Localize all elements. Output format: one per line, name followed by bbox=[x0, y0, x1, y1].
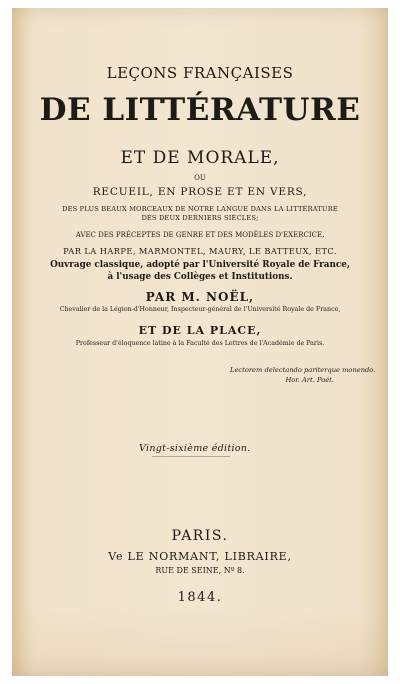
delaplace-titles: Professeur d'éloquence latine à la Faculté des Lettres de l'Académie de Paris. bbox=[75, 340, 325, 347]
authors-line: PAR LA HARPE, MARMONTEL, MAURY, LE BATTEUX, ETC. bbox=[63, 246, 337, 256]
extract-line-1: DES PLUS BEAUX MORCEAUX DE NOTRE LANGUE DANS LA LITTÉRATURE bbox=[62, 205, 338, 213]
main-title: DE LITTÉRATURE bbox=[39, 92, 361, 128]
publisher-address: RUE DE SEINE, Nº 8. bbox=[155, 566, 245, 575]
publication-year: 1844. bbox=[177, 590, 223, 605]
publisher-name: Ve LE NORMANT, LIBRAIRE, bbox=[108, 550, 292, 563]
ouvrage-line-1: Ouvrage classique, adopté par l'Université Royale de France, bbox=[50, 260, 350, 270]
edition-note: Vingt-sixième édition. bbox=[139, 443, 251, 454]
ouvrage-line-2: à l'usage des Collèges et Institutions. bbox=[107, 272, 293, 282]
lecons-francaises-heading: LEÇONS FRANÇAISES bbox=[106, 64, 294, 82]
recueil-line: RECUEIL, EN PROSE ET EN VERS, bbox=[92, 186, 308, 198]
et-de-morale-subtitle: ET DE MORALE, bbox=[120, 148, 280, 168]
author-noel: PAR M. NOËL, bbox=[145, 290, 255, 304]
noel-titles: Chevalier de la Légion-d'Honneur, Inspecteur-général de l'Université Royale de France, bbox=[59, 306, 341, 313]
edition-underline bbox=[152, 456, 230, 457]
epigraph-text: Lectorem delectando pariterque monendo. bbox=[230, 366, 376, 374]
author-delaplace: ET DE LA PLACE, bbox=[138, 324, 262, 337]
publication-city: PARIS. bbox=[171, 528, 229, 544]
page-stain bbox=[12, 608, 388, 676]
extract-line-2: DES DEUX DERNIERS SIÈCLES; bbox=[141, 214, 259, 222]
title-page bbox=[12, 8, 388, 676]
precepts-line: AVEC DES PRÉCEPTES DE GENRE ET DES MODÈLES D'EXERCICE, bbox=[75, 231, 325, 239]
epigraph-source: Hor. Art. Poét. bbox=[285, 376, 334, 384]
ou-conjunction: OU bbox=[194, 174, 206, 182]
